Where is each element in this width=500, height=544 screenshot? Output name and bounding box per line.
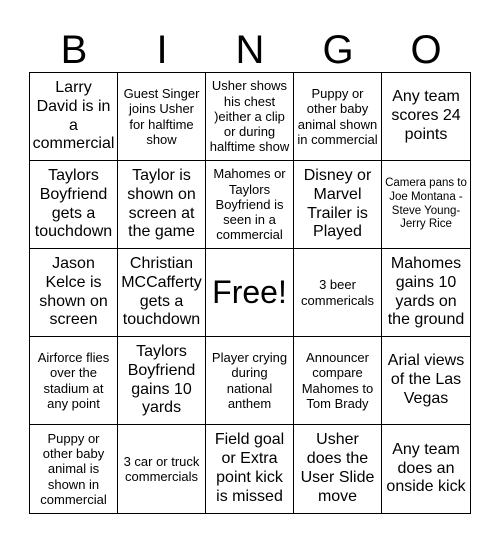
bingo-cell[interactable]: Announcer compare Mahomes to Tom Brady (294, 337, 382, 425)
bingo-cell[interactable]: 3 beer commericals (294, 249, 382, 337)
bingo-cell[interactable]: Usher does the User Slide move (294, 425, 382, 513)
bingo-cell[interactable]: Christian MCCafferty gets a touchdown (118, 249, 206, 337)
bingo-cell[interactable]: Puppy or other baby animal shown in commercial (294, 73, 382, 161)
bingo-cell[interactable]: Mahomes gains 10 yards on the ground (382, 249, 470, 337)
title-letter-n: N (235, 27, 265, 72)
bingo-cell[interactable]: Jason Kelce is shown on screen (30, 249, 118, 337)
bingo-cell[interactable]: Guest Singer joins Usher for halftime show (118, 73, 206, 161)
title-letter-b: B (60, 27, 88, 72)
bingo-cell[interactable]: Disney or Marvel Trailer is Played (294, 161, 382, 249)
bingo-cell[interactable]: Camera pans to Joe Montana - Steve Young- Jerry Rice (382, 161, 470, 249)
bingo-cell[interactable]: 3 car or truck commercials (118, 425, 206, 513)
bingo-cell[interactable]: Arial views of the Las Vegas (382, 337, 470, 425)
bingo-cell[interactable]: Field goal or Extra point kick is missed (206, 425, 294, 513)
bingo-cell[interactable]: Player crying during national anthem (206, 337, 294, 425)
bingo-cell[interactable]: Any team does an onside kick (386, 440, 466, 496)
title-letter-i: I (156, 27, 168, 72)
bingo-cell[interactable]: Taylors Boyfriend gets a touchdown (30, 161, 118, 249)
bingo-cell[interactable]: Larry David is in a commercial (30, 73, 118, 161)
bingo-cell[interactable]: Taylor is shown on screen at the game (118, 161, 206, 249)
title-letter-g: G (322, 27, 354, 72)
title-letter-o: O (410, 27, 442, 72)
bingo-cell[interactable]: Mahomes or Taylors Boyfriend is seen in a commercial (206, 161, 294, 249)
bingo-cell[interactable]: Airforce flies over the stadium at any point (30, 337, 118, 425)
free-space[interactable]: Free! (206, 249, 294, 337)
bingo-cell[interactable]: Usher shows his chest )either a clip or during halftime show (206, 73, 294, 161)
bingo-cell[interactable]: Puppy or other baby animal is shown in commercial (30, 425, 118, 513)
bingo-title (30, 24, 470, 76)
bingo-cell[interactable]: Taylors Boyfriend gains 10 yards (118, 337, 206, 425)
bingo-board (29, 72, 471, 514)
bingo-cell[interactable]: Any team scores 24 points (382, 73, 470, 161)
